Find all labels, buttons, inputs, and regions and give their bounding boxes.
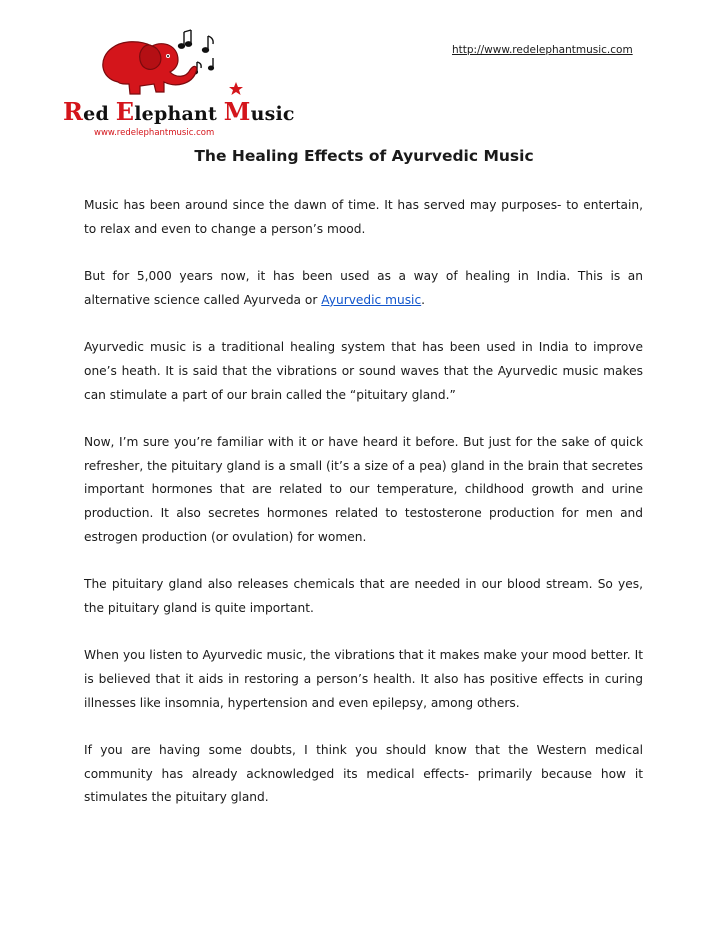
paragraph-3: Ayurvedic music is a traditional healing system that has been used in India to improve one’s heath. It is said that the vibrations or sound waves that the Ayurvedic music makes can stimulate a part of our brain called the “pituitary gland.” (84, 340, 643, 402)
paragraph-7: If you are having some doubts, I think you should know that the Western medical community has already acknowledged its medical effects- primarily because how it stimulates the pituitary gland. (84, 743, 643, 805)
paragraph-2: But for 5,000 years now, it has been used as a way of healing in India. This is an alternative science called Ayurveda or Ayurvedic music. (84, 269, 643, 307)
article-title: The Healing Effects of Ayurvedic Music (194, 147, 534, 165)
paragraph-5: The pituitary gland also releases chemicals that are needed in our blood stream. So yes, the pituitary gland is quite important. (84, 577, 643, 615)
paragraph-6: When you listen to Ayurvedic music, the vibrations that it makes make your mood better. It is believed that it aids in restoring a person’s health. It also has positive effects in curing illnesses like insomnia, hypertension and even epilepsy, among others. (84, 648, 643, 710)
paragraph-4: Now, I’m sure you’re familiar with it or have heard it before. But just for the sake of quick refresher, the pituitary gland is a small (it’s a size of a pea) gland in the brain that secretes important hormones that are related to our temperature, childhood growth and urine production. It also secretes hormones related to testosterone production for men and estrogen production (or ovulation) for women. (84, 435, 643, 544)
logo-url-text: www.redelephantmusic.com (94, 128, 215, 138)
logo-wordmark: Red Elephant Music (63, 97, 295, 126)
header-url-link[interactable]: http://www.redelephantmusic.com (452, 44, 633, 56)
red-elephant-music-logo (60, 20, 295, 145)
paragraph-1: Music has been around since the dawn of time. It has served may purposes- to entertain, to relax and even to change a person’s mood. (84, 198, 643, 236)
red-elephant-icon (60, 20, 250, 100)
article-body (84, 194, 643, 834)
ayurvedic-music-link[interactable]: Ayurvedic music (321, 292, 422, 307)
